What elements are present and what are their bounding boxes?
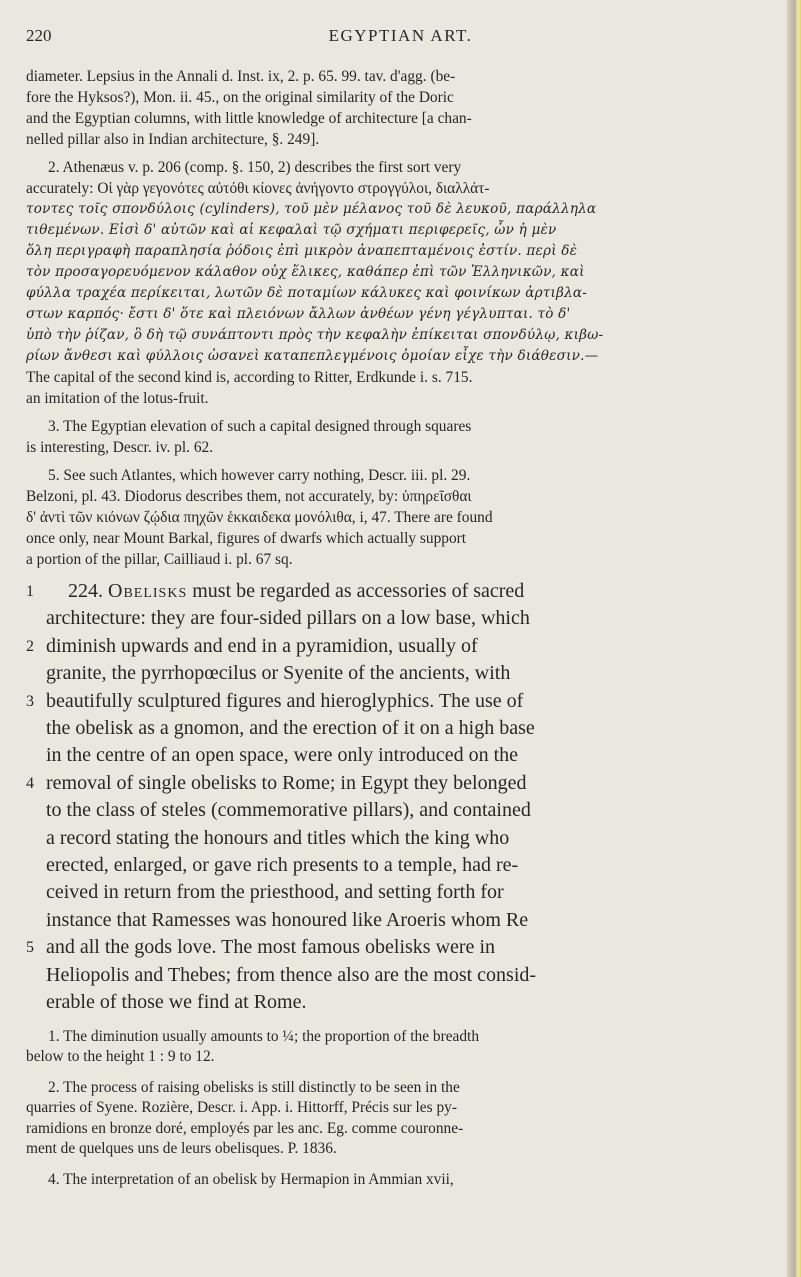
main-text: instance that Ramesses was honoured like Aroeris whom Re <box>46 908 529 931</box>
greek-quote-line: τὸν προσαγορευόμενον κάλαθον οὐχ ἕλικες, καθάπερ ἐπὶ τῶν Ἑλληνικῶν, καὶ <box>26 264 585 280</box>
main-line <box>26 578 786 605</box>
main-text: and all the gods love. The most famous obelisks were in <box>46 936 495 959</box>
main-line <box>26 633 786 660</box>
footnote-line: 2. The process of raising obelisks is still distinctly to be seen in the <box>48 1078 460 1096</box>
main-line <box>26 688 786 715</box>
margin-number: 3 <box>26 692 34 710</box>
greek-quote-line: τοντες τοῖς σπονδύλοις (cylinders), τοῦ μὲν μέλανος τοῦ δὲ λευκοῦ, παράλληλα <box>26 201 597 217</box>
page-edge <box>787 0 801 1277</box>
margin-number: 2 <box>26 637 34 655</box>
note-line: The capital of the second kind is, according to Ritter, Erdkunde i. s. 715. <box>26 369 473 386</box>
footnote-line: ment de quelques uns de leurs obelisques. P. 1836. <box>26 1140 337 1157</box>
main-text: architecture: they are four-sided pillars on a low base, which <box>46 607 530 630</box>
main-line <box>26 742 786 769</box>
main-text: to the class of steles (commemorative pillars), and contained <box>46 799 531 822</box>
main-text: removal of single obelisks to Rome; in Egypt they belonged <box>46 771 527 794</box>
running-title: EGYPTIAN ART. <box>328 26 473 45</box>
note-line: accurately: Οἱ γὰρ γεγονότες αὐτόθι κίονες ἀνήγοντο στρογγύλοι, διαλλάτ- <box>26 180 490 197</box>
note-line: and the Egyptian columns, with little knowledge of architecture [a chan- <box>26 110 472 127</box>
page-content <box>26 66 786 1190</box>
note-line: Belzoni, pl. 43. Diodorus describes them, not accurately, by: ὑπηρεῖσθαι <box>26 488 472 505</box>
note-line: 5. See such Atlantes, which however carry nothing, Descr. iii. pl. 29. <box>48 467 471 484</box>
main-line <box>26 962 786 989</box>
greek-quote-line: τιθεμένων. Εἰσὶ δ' αὐτῶν καὶ αἱ κεφαλαὶ τῷ σχήματι περιφερεῖς, ὧν ἡ μὲν <box>26 222 557 238</box>
main-text: the obelisk as a gnomon, and the erection of it on a high base <box>46 717 535 740</box>
note-line: nelled pillar also in Indian architecture, §. 249]. <box>26 131 320 148</box>
main-line <box>26 605 786 632</box>
greek-quote-line: φύλλα τραχέα περίκειται, λωτῶν δὲ ποταμίων κάλυκες καὶ φοινίκων ἀρτιβλα- <box>26 285 588 301</box>
main-line <box>26 770 786 797</box>
footnote-line: below to the height 1 : 9 to 12. <box>26 1048 215 1065</box>
footnote-line: quarries of Syene. Rozière, Descr. i. App. i. Hittorff, Précis sur les py- <box>26 1099 457 1116</box>
main-line <box>26 715 786 742</box>
section-heading: Obelisks <box>108 580 188 602</box>
note-line: an imitation of the lotus-fruit. <box>26 390 209 407</box>
footnote-4 <box>26 1170 786 1191</box>
section-224 <box>26 578 786 1017</box>
note-line: diameter. Lepsius in the Annali d. Inst. ix, 2. p. 65. 99. tav. d'agg. (be- <box>26 68 456 85</box>
note-line: is interesting, Descr. iv. pl. 62. <box>26 439 214 456</box>
main-line <box>26 934 786 961</box>
footnote-line: ramidions en bronze doré, employés par les anc. Eg. comme couronne- <box>26 1119 464 1137</box>
footnote-line: 4. The interpretation of an obelisk by Hermapion in Ammian xvii, <box>48 1170 454 1188</box>
main-text: diminish upwards and end in a pyramidion, usually of <box>46 634 478 657</box>
main-text: in the centre of an open space, were only introduced on the <box>46 744 519 767</box>
main-line <box>26 825 786 852</box>
main-line <box>26 660 786 687</box>
main-text: granite, the pyrrhopœcilus or Syenite of the ancients, with <box>46 662 511 685</box>
main-line <box>26 907 786 934</box>
main-text: a record stating the honours and titles which the king who <box>46 826 510 849</box>
note-line: fore the Hyksos?), Mon. ii. 45., on the original similarity of the Doric <box>26 89 454 106</box>
main-text: must be regarded as accessories of sacred <box>187 580 525 602</box>
main-text: beautifully sculptured figures and hieroglyphics. The use of <box>46 689 524 712</box>
note-line: 2. Athenæus v. p. 206 (comp. §. 150, 2) describes the first sort very <box>48 159 462 176</box>
footnote-1 <box>26 1027 786 1068</box>
footnote-2 <box>26 1078 786 1160</box>
running-header <box>0 26 801 56</box>
main-text: ceived in return from the priesthood, and setting forth for <box>46 881 504 904</box>
greek-quote-line: ρίων ἄνθεσι καὶ φύλλοις ὡσανεὶ καταπεπλεγμένοις ὁμοίαν εἶχε τὴν διάθεσιν.— <box>26 348 599 364</box>
note-block-2 <box>26 157 786 409</box>
main-text: erable of those we find at Rome. <box>46 991 307 1014</box>
main-text: erected, enlarged, or gave rich presents to a temple, had re- <box>46 854 519 877</box>
note-line: a portion of the pillar, Cailliaud i. pl. 67 sq. <box>26 551 293 568</box>
greek-quote-line: στων καρπός· ἔστι δ' ὅτε καὶ πλειόνων ἄλλων ἀνθέων γένη γέγλυπται. τὸ δ' <box>26 306 571 322</box>
note-block-4 <box>26 465 786 570</box>
note-line: once only, near Mount Barkal, figures of dwarfs which actually support <box>26 530 467 547</box>
greek-quote-line: ὅλη περιγραφὴ παραπλησία ῥόδοις ἐπὶ μικρὸν ἀναπεπταμένοις ἐστίν. περὶ δὲ <box>26 243 578 259</box>
main-line <box>26 989 786 1016</box>
main-line <box>26 797 786 824</box>
greek-quote-line: ὑπὸ τὴν ῥίζαν, ὃ δὴ τῷ συνάπτοντι πρὸς τὴν κεφαλὴν ἐπίκειται σπονδύλῳ, κιβω- <box>26 327 604 343</box>
main-text: Heliopolis and Thebes; from thence also are the most consid- <box>46 963 537 986</box>
page-number: 220 <box>26 26 52 45</box>
footnote-line: 1. The diminution usually amounts to ¼; the proportion of the breadth <box>48 1027 480 1045</box>
note-line: 3. The Egyptian elevation of such a capital designed through squares <box>48 418 472 435</box>
note-line: δ' ἀντὶ τῶν κιόνων ζῴδια πηχῶν ἑκκαιδεκα μονόλιθα, i, 47. There are found <box>26 509 493 526</box>
margin-number: 4 <box>26 774 34 792</box>
margin-number: 5 <box>26 939 34 957</box>
note-block-3 <box>26 416 786 458</box>
section-number: 224. <box>68 580 103 602</box>
main-line <box>26 879 786 906</box>
margin-number: 1 <box>26 583 34 600</box>
note-block-1 <box>26 66 786 150</box>
main-line <box>26 852 786 879</box>
